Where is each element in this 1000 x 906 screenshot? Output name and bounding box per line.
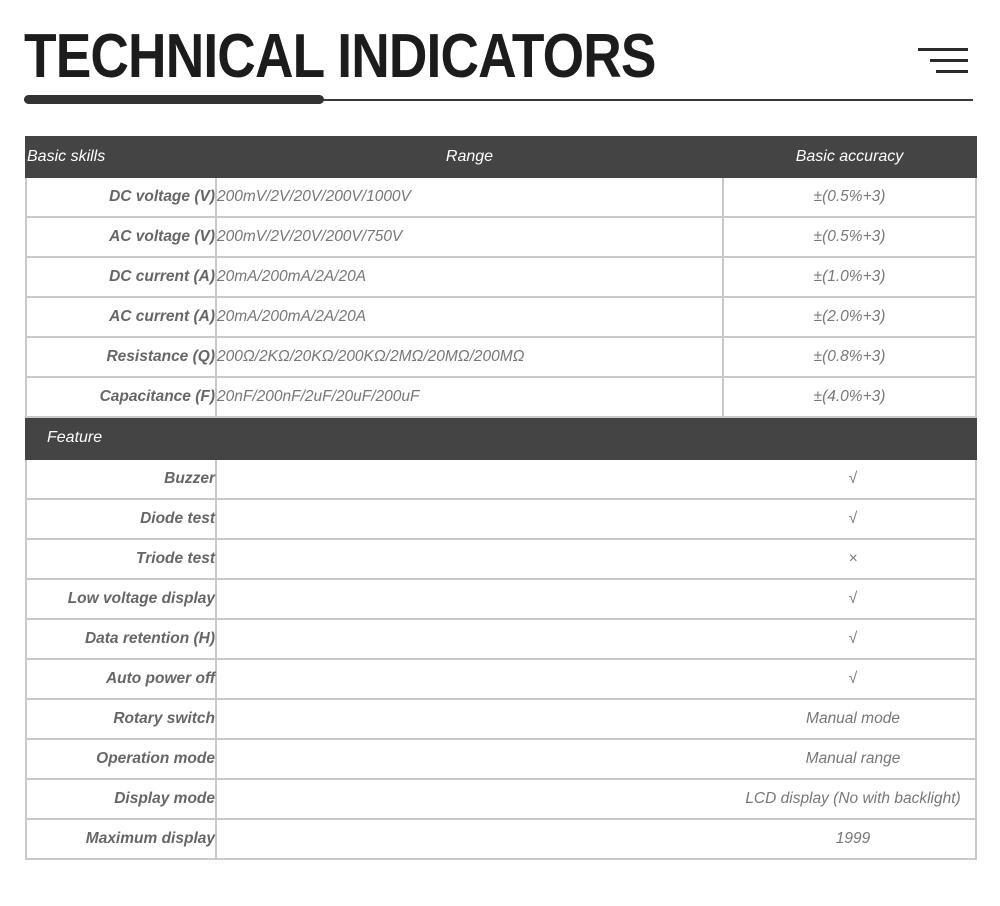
feature-label: Low voltage display (26, 579, 216, 619)
table-row (26, 337, 976, 377)
feature-row (26, 499, 976, 539)
feature-row (26, 619, 976, 659)
page-title: TECHNICAL INDICATORS (24, 22, 656, 91)
table-row (26, 297, 976, 337)
spec-range: 20mA/200mA/2A/20A (216, 257, 723, 297)
title-accent-bar (24, 95, 324, 104)
spec-accuracy: ±(0.5%+3) (723, 217, 976, 257)
feature-header-row (26, 417, 976, 459)
feature-value: Manual range (805, 750, 901, 767)
feature-label: Buzzer (26, 459, 216, 499)
spec-range: 20mA/200mA/2A/20A (216, 297, 723, 337)
feature-label: Rotary switch (26, 699, 216, 739)
spec-accuracy: ±(4.0%+3) (723, 377, 976, 417)
feature-row (26, 579, 976, 619)
spec-header-row (26, 137, 976, 177)
column-header: Range (216, 137, 723, 177)
spec-label: Resistance (Q) (26, 337, 216, 377)
spec-range: 200mV/2V/20V/200V/1000V (216, 177, 723, 217)
feature-row (26, 739, 976, 779)
column-header: Basic accuracy (723, 137, 976, 177)
feature-label: Maximum display (26, 819, 216, 859)
feature-row (26, 459, 976, 499)
spec-label: DC voltage (V) (26, 177, 216, 217)
spec-accuracy: ±(1.0%+3) (723, 257, 976, 297)
feature-section-header: Feature (26, 417, 976, 459)
table-row (26, 217, 976, 257)
spec-label: Capacitance (F) (26, 377, 216, 417)
feature-value: LCD display (No with backlight) (745, 790, 961, 807)
feature-value: Manual mode (806, 710, 900, 727)
feature-value: √ (848, 510, 858, 527)
table-row (26, 377, 976, 417)
spec-label: AC voltage (V) (26, 217, 216, 257)
feature-row (26, 539, 976, 579)
spec-table (25, 136, 977, 860)
feature-label: Display mode (26, 779, 216, 819)
feature-value: 1999 (835, 830, 871, 847)
feature-value: √ (848, 590, 858, 607)
feature-label: Operation mode (26, 739, 216, 779)
column-header: Basic skills (26, 137, 216, 177)
feature-label: Auto power off (26, 659, 216, 699)
feature-value: √ (848, 670, 858, 687)
spec-accuracy: ±(2.0%+3) (723, 297, 976, 337)
feature-label: Triode test (26, 539, 216, 579)
spec-range: 200Ω/2KΩ/20KΩ/200KΩ/2MΩ/20MΩ/200MΩ (216, 337, 723, 377)
hamburger-menu-icon[interactable] (918, 48, 968, 78)
spec-range: 200mV/2V/20V/200V/750V (216, 217, 723, 257)
feature-value: × (848, 550, 858, 567)
spec-label: AC current (A) (26, 297, 216, 337)
spec-label: DC current (A) (26, 257, 216, 297)
feature-label: Diode test (26, 499, 216, 539)
table-row (26, 177, 976, 217)
spec-accuracy: ±(0.8%+3) (723, 337, 976, 377)
feature-label: Data retention (H) (26, 619, 216, 659)
feature-row (26, 819, 976, 859)
table-row (26, 257, 976, 297)
spec-accuracy: ±(0.5%+3) (723, 177, 976, 217)
feature-value: √ (848, 470, 858, 487)
spec-range: 20nF/200nF/2uF/20uF/200uF (216, 377, 723, 417)
feature-row (26, 779, 976, 819)
feature-row (26, 659, 976, 699)
feature-value: √ (848, 630, 858, 647)
feature-row (26, 699, 976, 739)
